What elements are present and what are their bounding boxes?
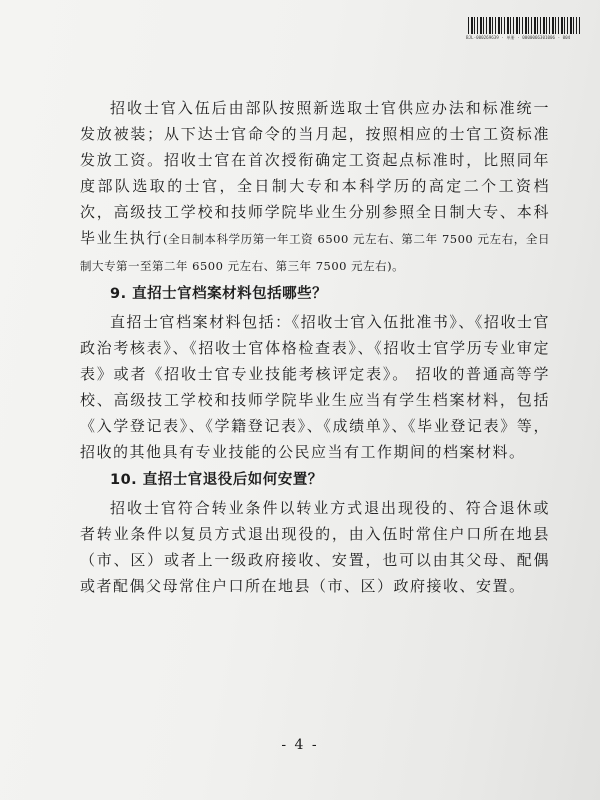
- barcode-image: [468, 17, 580, 34]
- page-number: - 4 -: [281, 737, 319, 753]
- salary-paragraph-text: 招收士官入伍后由部队按照新选取士官供应办法和标准统一发放被装；从下达士官命令的当月起，按照相应的士官工资标准发放工资。招收士官在首次授衔确定工资起点标准时，比照同年度部队选取的士官，全日制大专和本科学历的高定二个工资档次，高级技工学校和技师学院毕业生分别参照全日制大专、本科毕业生执行: [80, 99, 550, 247]
- salary-paragraph: [80, 95, 550, 279]
- salary-paragraph-note: (全日制本科学历第一年工资 6500 元左右、第二年 7500 元左右，全日制大专第一至第二年 6500 元左右、第三年 7500 元左右)。: [80, 232, 550, 273]
- document-body: [80, 95, 550, 599]
- question-10-answer: 招收士官符合转业条件以转业方式退出现役的、符合退休或者转业条件以复员方式退出现役的，由入伍时常住户口所在地县（市、区）或者上一级政府接收、安置，也可以由其父母、配偶或者配偶父母常住户口所在地县（市、区）政府接收、安置。: [80, 499, 550, 595]
- barcode-caption: BJL-000269639 · 单册 · 0000066301006 · 004: [466, 35, 571, 40]
- question-9-heading: 9. 直招士官档案材料包括哪些？: [110, 286, 328, 302]
- question-9-answer: 直招士官档案材料包括：《招收士官入伍批准书》、《招收士官政治考核表》、《招收士官体格检查表》、《招收士官学历专业审定表》或者《招收士官专业技能考核评定表》。 招收的普通高等学校、高级技工学校和技师学院毕业生应当有学生档案材料，包括《入学登记表》、《学籍登记表》、《成绩单》、《毕业登记表》等，招收的其他具有专业技能的公民应当有工作期间的档案材料。: [80, 313, 550, 461]
- question-10-heading: 10. 直招士官退役后如何安置？: [110, 472, 323, 488]
